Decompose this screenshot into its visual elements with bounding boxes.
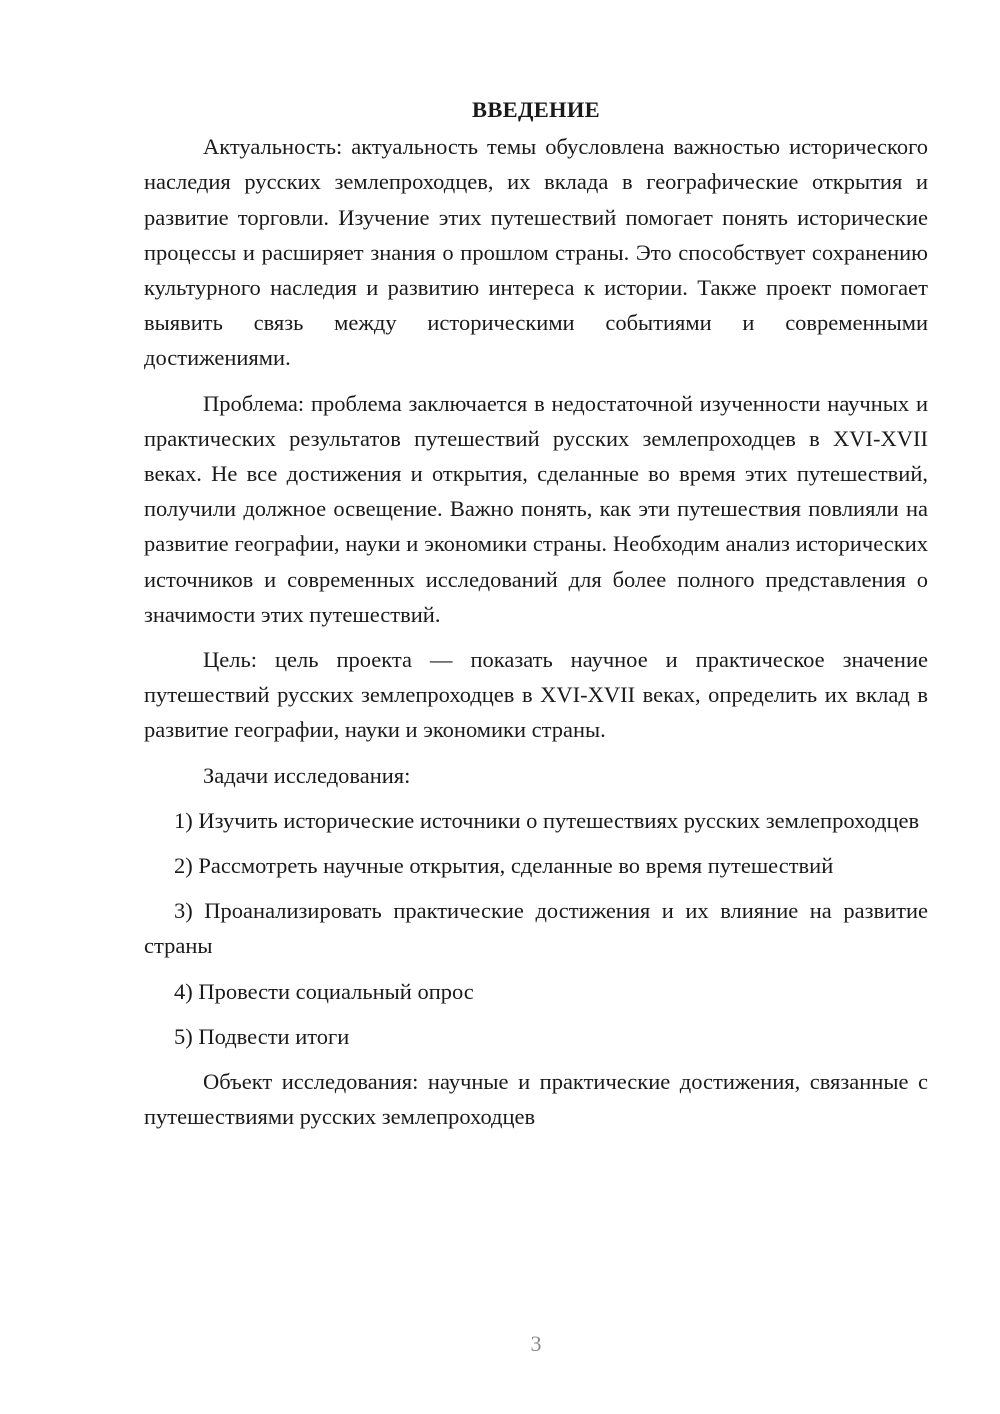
task-item-1: 1) Изучить исторические источники о путешествиях русских землепроходцев [174,807,920,833]
task-item-2: 2) Рассмотреть научные открытия, сделанные во время путешествий [174,853,834,879]
relevance-paragraph: Актуальность: актуальность темы обусловлена важностью исторического наследия русских землепроходцев, их вклада в географические открытия и развитие торговли. Изучение этих путешествий помогает понять исторические процессы и расширяет знания о прошлом страны. Это способствует сохранению культурного наследия и развитию интереса к истории. Также проект помогает выявить связь между историческими событиями и современными достижениями. [144,134,928,371]
problem-paragraph: Проблема: проблема заключается в недостаточной изученности научных и практических результатов путешествий русских землепроходцев в XVI-XVII веках. Не все достижения и открытия, сделанные во время этих путешествий, получили должное освещение. Важно понять, как эти путешествия повлияли на развитие географии, науки и экономики страны. Необходим анализ исторических источников и современных исследований для более полного представления о значимости этих путешествий. [144,390,928,627]
task-item-3: 3) Проанализировать практические достижения и их влияние на развитие страны [144,898,928,959]
page-number: 3 [530,1331,542,1356]
task-item-5: 5) Подвести итоги [174,1023,350,1049]
object-paragraph: Объект исследования: научные и практические достижения, связанные с путешествиями русских землепроходцев [144,1069,928,1130]
tasks-heading: Задачи исследования: [203,762,411,788]
page-title: ВВЕДЕНИЕ [472,97,600,122]
page-content [144,92,928,1144]
goal-paragraph: Цель: цель проекта — показать научное и практическое значение путешествий русских землепроходцев в XVI-XVII веках, определить их вклад в развитие географии, науки и экономики страны. [144,647,928,743]
task-item-4: 4) Провести социальный опрос [174,978,474,1004]
